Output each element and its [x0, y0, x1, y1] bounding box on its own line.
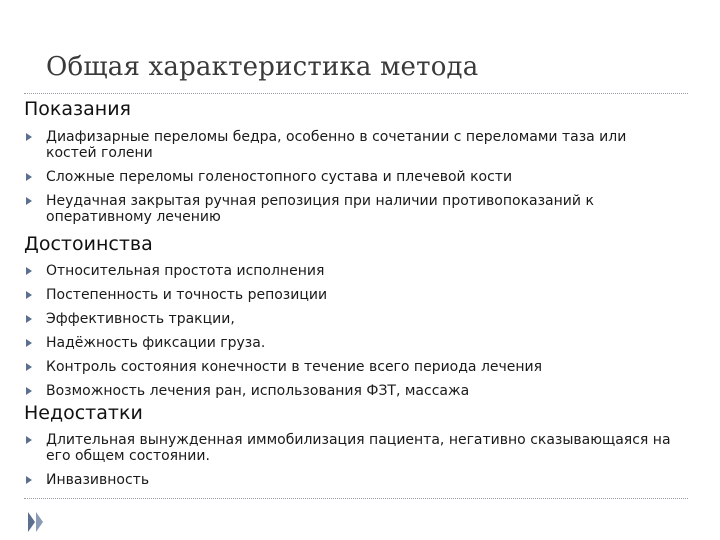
slide-title: Общая характеристика метода: [46, 52, 479, 82]
list-item: [24, 432, 674, 464]
section-heading-disadvantages: Недостатки: [24, 402, 143, 424]
title-divider: [24, 93, 688, 94]
list-item-text: Постепенность и точность репозиции: [46, 287, 328, 303]
triangle-bullet-icon: [26, 267, 32, 275]
list-item-text: Сложные переломы голеностопного сустава и плечевой кости: [46, 169, 513, 185]
list-item-text: Инвазивность: [46, 472, 150, 488]
list-item-text: Неудачная закрытая ручная репозиция при наличии противопоказаний к оперативному лечению: [46, 193, 594, 225]
advantages-list: [24, 263, 674, 407]
list-item-text: Диафизарные переломы бедра, особенно в сочетании с переломами таза или костей голени: [46, 129, 627, 161]
list-item: [24, 193, 674, 225]
list-item: [24, 359, 674, 375]
triangle-bullet-icon: [26, 339, 32, 347]
list-item: [24, 383, 674, 399]
list-item-text: Относительная простота исполнения: [46, 263, 325, 279]
disadvantages-list: [24, 432, 674, 496]
list-item: [24, 263, 674, 279]
list-item-text: Эффективность тракции,: [46, 311, 235, 327]
section-heading-advantages: Достоинства: [24, 233, 153, 255]
indications-list: [24, 129, 674, 233]
triangle-bullet-icon: [26, 315, 32, 323]
triangle-bullet-icon: [26, 436, 32, 444]
list-item-text: Надёжность фиксации груза.: [46, 335, 266, 351]
triangle-bullet-icon: [26, 476, 32, 484]
triangle-bullet-icon: [26, 291, 32, 299]
triangle-bullet-icon: [26, 387, 32, 395]
list-item: [24, 311, 674, 327]
triangle-bullet-icon: [26, 173, 32, 181]
triangle-bullet-icon: [26, 363, 32, 371]
list-item: [24, 472, 674, 488]
list-item-text: Контроль состояния конечности в течение всего периода лечения: [46, 359, 543, 375]
list-item: [24, 169, 674, 185]
triangle-bullet-icon: [26, 197, 32, 205]
list-item: [24, 335, 674, 351]
list-item-text: Длительная вынужденная иммобилизация пациента, негативно сказывающаяся на его общем состоянии.: [46, 432, 671, 464]
bottom-divider: [24, 498, 688, 499]
list-item: [24, 287, 674, 303]
double-chevron-icon: [24, 510, 46, 534]
triangle-bullet-icon: [26, 133, 32, 141]
section-heading-indications: Показания: [24, 98, 131, 120]
list-item: [24, 129, 674, 161]
list-item-text: Возможность лечения ран, использования ФЗТ, массажа: [46, 383, 470, 399]
